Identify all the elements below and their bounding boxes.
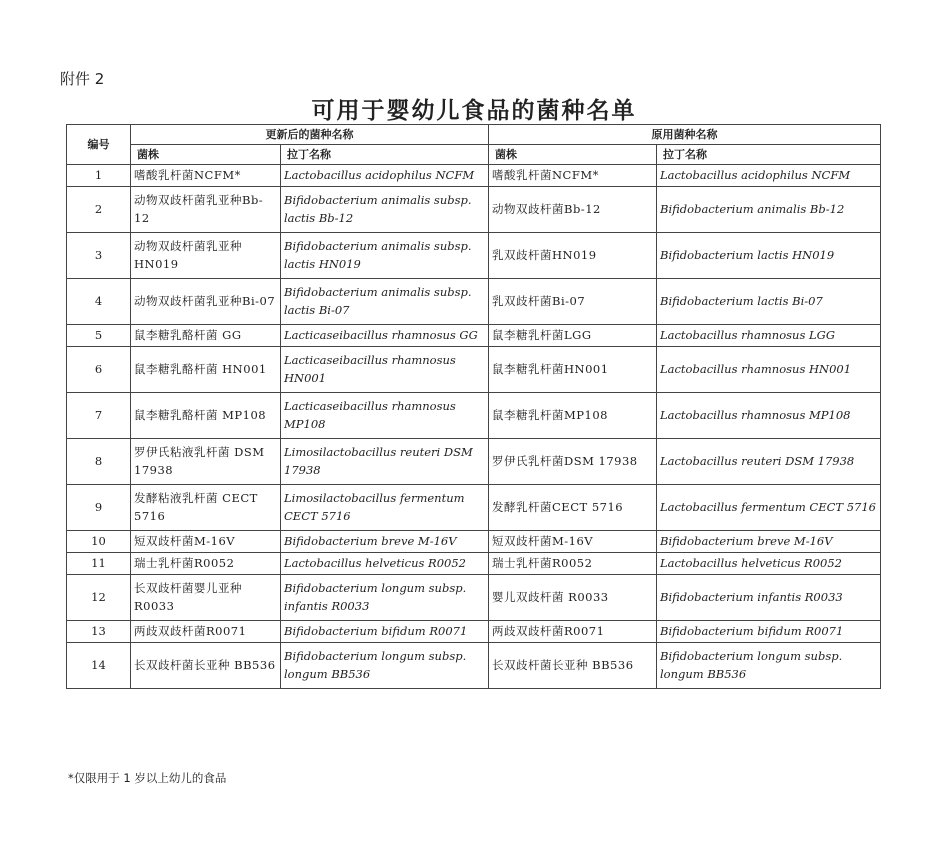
updated-strain-latin: Lacticaseibacillus rhamnosus MP108: [281, 393, 489, 439]
row-number: 14: [67, 643, 131, 689]
table-row: [67, 531, 881, 553]
header-updated-strain: 菌株: [131, 145, 281, 165]
updated-strain-latin: Lacticaseibacillus rhamnosus HN001: [281, 347, 489, 393]
updated-strain-cn: 嗜酸乳杆菌NCFM*: [131, 165, 281, 187]
updated-strain-latin: Bifidobacterium longum subsp. longum BB536: [281, 643, 489, 689]
updated-strain-latin: Bifidobacterium longum subsp. infantis R0033: [281, 575, 489, 621]
updated-strain-cn: 长双歧杆菌长亚种 BB536: [131, 643, 281, 689]
original-strain-cn: 短双歧杆菌M-16V: [489, 531, 657, 553]
header-updated-latin: 拉丁名称: [281, 145, 489, 165]
table-row: [67, 485, 881, 531]
original-strain-latin: Bifidobacterium animalis Bb-12: [657, 187, 881, 233]
updated-strain-cn: 发酵粘液乳杆菌 CECT 5716: [131, 485, 281, 531]
table-row: [67, 621, 881, 643]
row-number: 6: [67, 347, 131, 393]
original-strain-cn: 两歧双歧杆菌R0071: [489, 621, 657, 643]
original-strain-cn: 瑞士乳杆菌R0052: [489, 553, 657, 575]
row-number: 9: [67, 485, 131, 531]
original-strain-latin: Bifidobacterium lactis Bi-07: [657, 279, 881, 325]
updated-strain-cn: 罗伊氏粘液乳杆菌 DSM 17938: [131, 439, 281, 485]
row-number: 13: [67, 621, 131, 643]
original-strain-cn: 婴儿双歧杆菌 R0033: [489, 575, 657, 621]
original-strain-cn: 嗜酸乳杆菌NCFM*: [489, 165, 657, 187]
updated-strain-cn: 动物双歧杆菌乳亚种HN019: [131, 233, 281, 279]
row-number: 4: [67, 279, 131, 325]
table-row: [67, 165, 881, 187]
updated-strain-cn: 鼠李糖乳酪杆菌 HN001: [131, 347, 281, 393]
updated-strain-cn: 动物双歧杆菌乳亚种Bi-07: [131, 279, 281, 325]
strain-table: [66, 124, 881, 689]
original-strain-cn: 鼠李糖乳杆菌LGG: [489, 325, 657, 347]
document-title: 可用于婴幼儿食品的菌种名单: [311, 98, 637, 124]
original-strain-cn: 鼠李糖乳杆菌MP108: [489, 393, 657, 439]
updated-strain-cn: 长双歧杆菌婴儿亚种R0033: [131, 575, 281, 621]
table-row: [67, 279, 881, 325]
updated-strain-cn: 短双歧杆菌M-16V: [131, 531, 281, 553]
original-strain-cn: 发酵乳杆菌CECT 5716: [489, 485, 657, 531]
updated-strain-latin: Bifidobacterium animalis subsp. lactis Bi-07: [281, 279, 489, 325]
header-number: 编号: [67, 125, 131, 165]
header-row-sub: [67, 145, 881, 165]
row-number: 10: [67, 531, 131, 553]
updated-strain-latin: Bifidobacterium animalis subsp. lactis Bb-12: [281, 187, 489, 233]
updated-strain-latin: Bifidobacterium breve M-16V: [281, 531, 489, 553]
original-strain-latin: Lactobacillus rhamnosus HN001: [657, 347, 881, 393]
original-strain-cn: 乳双歧杆菌Bi-07: [489, 279, 657, 325]
row-number: 1: [67, 165, 131, 187]
footnote: *仅限用于 1 岁以上幼儿的食品: [68, 771, 227, 785]
table-row: [67, 553, 881, 575]
row-number: 2: [67, 187, 131, 233]
updated-strain-cn: 瑞士乳杆菌R0052: [131, 553, 281, 575]
header-original-strain: 菌株: [489, 145, 657, 165]
updated-strain-cn: 鼠李糖乳酪杆菌 MP108: [131, 393, 281, 439]
updated-strain-cn: 动物双歧杆菌乳亚种Bb-12: [131, 187, 281, 233]
original-strain-cn: 鼠李糖乳杆菌HN001: [489, 347, 657, 393]
updated-strain-latin: Bifidobacterium animalis subsp. lactis HN019: [281, 233, 489, 279]
table-row: [67, 439, 881, 485]
header-row-groups: [67, 125, 881, 145]
original-strain-latin: Lactobacillus rhamnosus MP108: [657, 393, 881, 439]
header-updated-names: 更新后的菌种名称: [131, 125, 489, 145]
table-row: [67, 575, 881, 621]
updated-strain-latin: Lacticaseibacillus rhamnosus GG: [281, 325, 489, 347]
updated-strain-latin: Lactobacillus acidophilus NCFM: [281, 165, 489, 187]
original-strain-latin: Lactobacillus rhamnosus LGG: [657, 325, 881, 347]
updated-strain-latin: Limosilactobacillus reuteri DSM 17938: [281, 439, 489, 485]
row-number: 11: [67, 553, 131, 575]
table-row: [67, 187, 881, 233]
original-strain-latin: Bifidobacterium lactis HN019: [657, 233, 881, 279]
updated-strain-cn: 两歧双歧杆菌R0071: [131, 621, 281, 643]
row-number: 3: [67, 233, 131, 279]
header-original-latin: 拉丁名称: [657, 145, 881, 165]
table-row: [67, 393, 881, 439]
original-strain-latin: Bifidobacterium bifidum R0071: [657, 621, 881, 643]
original-strain-cn: 罗伊氏乳杆菌DSM 17938: [489, 439, 657, 485]
row-number: 8: [67, 439, 131, 485]
table-row: [67, 347, 881, 393]
original-strain-latin: Bifidobacterium infantis R0033: [657, 575, 881, 621]
updated-strain-latin: Bifidobacterium bifidum R0071: [281, 621, 489, 643]
original-strain-latin: Lactobacillus helveticus R0052: [657, 553, 881, 575]
table-row: [67, 643, 881, 689]
original-strain-latin: Lactobacillus reuteri DSM 17938: [657, 439, 881, 485]
original-strain-cn: 长双歧杆菌长亚种 BB536: [489, 643, 657, 689]
attachment-label: 附件 2: [60, 70, 105, 88]
table-body: [67, 165, 881, 689]
header-original-names: 原用菌种名称: [489, 125, 881, 145]
updated-strain-latin: Limosilactobacillus fermentum CECT 5716: [281, 485, 489, 531]
updated-strain-latin: Lactobacillus helveticus R0052: [281, 553, 489, 575]
table-row: [67, 233, 881, 279]
table-row: [67, 325, 881, 347]
row-number: 12: [67, 575, 131, 621]
original-strain-cn: 乳双歧杆菌HN019: [489, 233, 657, 279]
original-strain-latin: Bifidobacterium longum subsp. longum BB536: [657, 643, 881, 689]
row-number: 7: [67, 393, 131, 439]
updated-strain-cn: 鼠李糖乳酪杆菌 GG: [131, 325, 281, 347]
original-strain-latin: Bifidobacterium breve M-16V: [657, 531, 881, 553]
original-strain-latin: Lactobacillus acidophilus NCFM: [657, 165, 881, 187]
original-strain-latin: Lactobacillus fermentum CECT 5716: [657, 485, 881, 531]
row-number: 5: [67, 325, 131, 347]
original-strain-cn: 动物双歧杆菌Bb-12: [489, 187, 657, 233]
